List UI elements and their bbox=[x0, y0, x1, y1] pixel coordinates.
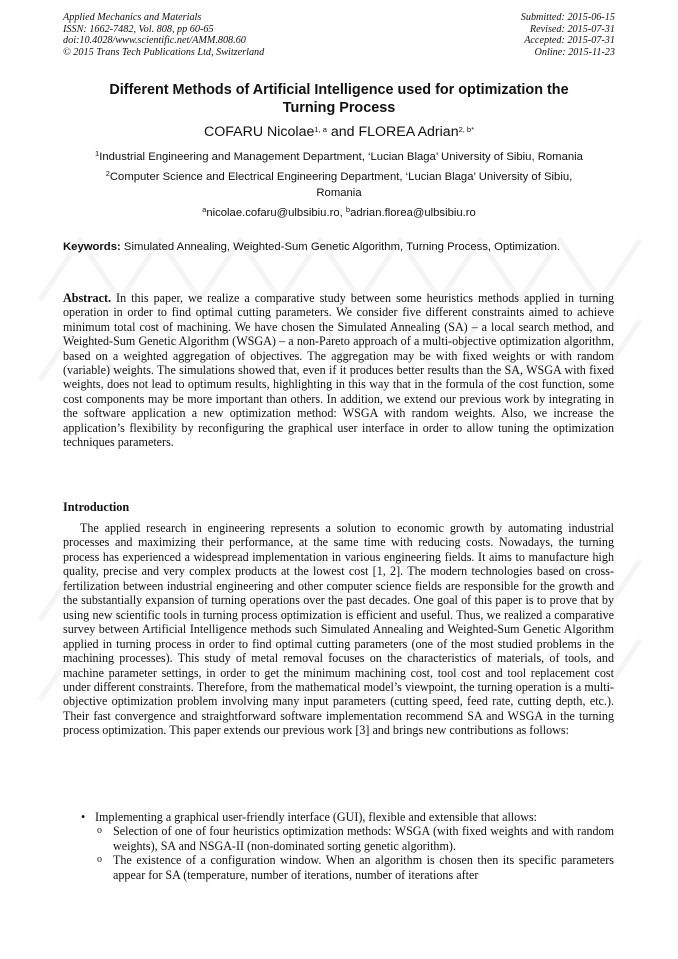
email-a[interactable]: nicolae.cofaru@ulbsibiu.ro bbox=[206, 207, 340, 219]
author-2: FLOREA Adrian bbox=[358, 124, 459, 140]
journal-name: Applied Mechanics and Materials bbox=[63, 12, 202, 23]
paper-title bbox=[60, 82, 618, 117]
abstract-label: Abstract. bbox=[63, 291, 112, 305]
contributions-list bbox=[63, 810, 614, 882]
author-1-marker: 1, a bbox=[314, 125, 327, 134]
journal-doi: doi:10.4028/www.scientific.net/AMM.808.60 bbox=[63, 35, 246, 47]
sub-list-item bbox=[63, 853, 614, 882]
date-revised: Revised: 2015-07-31 bbox=[529, 23, 615, 35]
sub-bullet-icon: o bbox=[97, 854, 102, 866]
title-line-2: Turning Process bbox=[282, 99, 396, 116]
author-1: COFARU Nicolae bbox=[203, 124, 315, 140]
sub-list-item-text: The existence of a configuration window. When an algorithm is chosen then its specific parameters appear for SA (temperature, number of iterations, number of iterations after bbox=[113, 853, 614, 882]
journal-issn: ISSN: 1662-7482, Vol. 808, pp 60-65 bbox=[63, 23, 214, 35]
affiliation-2 bbox=[62, 169, 616, 201]
journal-info bbox=[63, 12, 264, 58]
introduction-paragraph: The applied research in engineering represents a solution to economic growth by automating industrial processes and maximizing their performance, at the same time with reducing costs. Nowadays, the turning process has experienced a widespread implementation in various engineering fields. It aims to manufacture high quality, precise and very complex products at the lowest cost [1, 2]. The modern technologies based on cross-fertilization between industrial engineering and other computer science fields are responsible for the growth and the substantially expansion of turning operations over the past decades. One goal of this paper is to prove that by using new scientific tools in turning process optimization is efficient and useful. Thus, we realized a comparative survey between Artificial Intelligence methods such Simulated Annealing and Weighted-Sum Genetic Algorithm applied in turning process in order to find optimal cutting parameters (one of the most studied problems in the machining processes). This study of metal removal focuses on the characteristics of materials, of tools, and machine parameter settings, in order to get the minimum machining cost, tool cost and tool replacement cost under different constraints. Therefore, from the mathematical model’s viewpoint, the turning operation is a multi-objective optimization problem involving many input parameters (cutting speed, feed rate, cutting depth, etc.). Their fast convergence and straightforward software implementation recommend SA and WSGA in the turning process optimization. This paper extends our previous work [3] and brings new contributions as follows: bbox=[63, 521, 614, 738]
title-line-1: Different Methods of Artificial Intelligence used for optimization the bbox=[109, 82, 569, 98]
author-2-marker: 2, b* bbox=[458, 125, 475, 134]
date-accepted: Accepted: 2015-07-31 bbox=[524, 35, 615, 47]
sub-list-item bbox=[63, 824, 614, 853]
affiliation-2-marker: 2 bbox=[105, 169, 110, 178]
affiliation-1-marker: 1 bbox=[95, 149, 100, 158]
sub-list-item-text: Selection of one of four heuristics optimization methods: WSGA (with fixed weights and with random weights), SA and NSGA-II (non-dominated sorting genetic algorithm). bbox=[113, 824, 614, 853]
email-b-marker: b bbox=[345, 205, 351, 214]
journal-copyright: © 2015 Trans Tech Publications Ltd, Switzerland bbox=[63, 46, 265, 58]
abstract bbox=[63, 291, 614, 449]
affiliation-2-text: Computer Science and Electrical Engineering Department, ‘Lucian Blaga’ University of Sibiu, bbox=[109, 171, 573, 183]
keywords bbox=[63, 240, 614, 255]
list-item bbox=[63, 810, 614, 824]
section-heading-introduction: Introduction bbox=[63, 500, 130, 514]
date-submitted: Submitted: 2015-06-15 bbox=[520, 12, 615, 23]
list-item-text: Implementing a graphical user-friendly interface (GUI), flexible and extensible that allows: bbox=[95, 810, 538, 824]
email-b[interactable]: adrian.florea@ulbsibiu.ro bbox=[350, 207, 476, 219]
affiliation-2-country: Romania bbox=[316, 187, 362, 199]
keywords-text: Simulated Annealing, Weighted-Sum Genetic Algorithm, Turning Process, Optimization. bbox=[120, 241, 561, 253]
email-a-marker: a bbox=[202, 205, 207, 214]
affiliation-1-text: Industrial Engineering and Management Department, ‘Lucian Blaga’ University of Sibiu, Romania bbox=[99, 151, 583, 163]
email-separator: , bbox=[339, 207, 346, 219]
keywords-label: Keywords: bbox=[63, 241, 121, 253]
bullet-icon: • bbox=[81, 810, 86, 824]
date-online: Online: 2015-11-23 bbox=[534, 46, 615, 58]
affiliation-1 bbox=[62, 149, 616, 165]
author-conjunction: and bbox=[326, 124, 359, 140]
author-emails bbox=[62, 205, 616, 221]
sub-bullet-icon: o bbox=[97, 825, 102, 837]
publication-dates bbox=[521, 12, 615, 58]
abstract-text: In this paper, we realize a comparative study between some heuristics methods applied in turning operation in order to find optimal cutting parameters. We consider five different constraints aimed to achieve minimum total cost of machining. We have chosen the Simulated Annealing (SA) – a local search method, and Weighted-Sum Genetic Algorithm (WSGA) – a non-Pareto approach of a multi-objective optimization algorithm, based on a weighted aggregation of objectives. The aggregation may be with fixed weights or with random (variable) weights. The simulations showed that, even if it produces better results than the SA, WSGA with fixed weights, does not lead to optimum results, highlighting in this way that in the formula of the cost function, some cost components may be more important than others. In addition, we extend our previous work by integrating in the software application a new optimization method: WSGA with random weights. Also, we increase the application’s flexibility by reconfiguring the graphical user interface in order to allow tuning the optimization techniques parameters. bbox=[63, 291, 614, 450]
author-list bbox=[60, 123, 618, 141]
